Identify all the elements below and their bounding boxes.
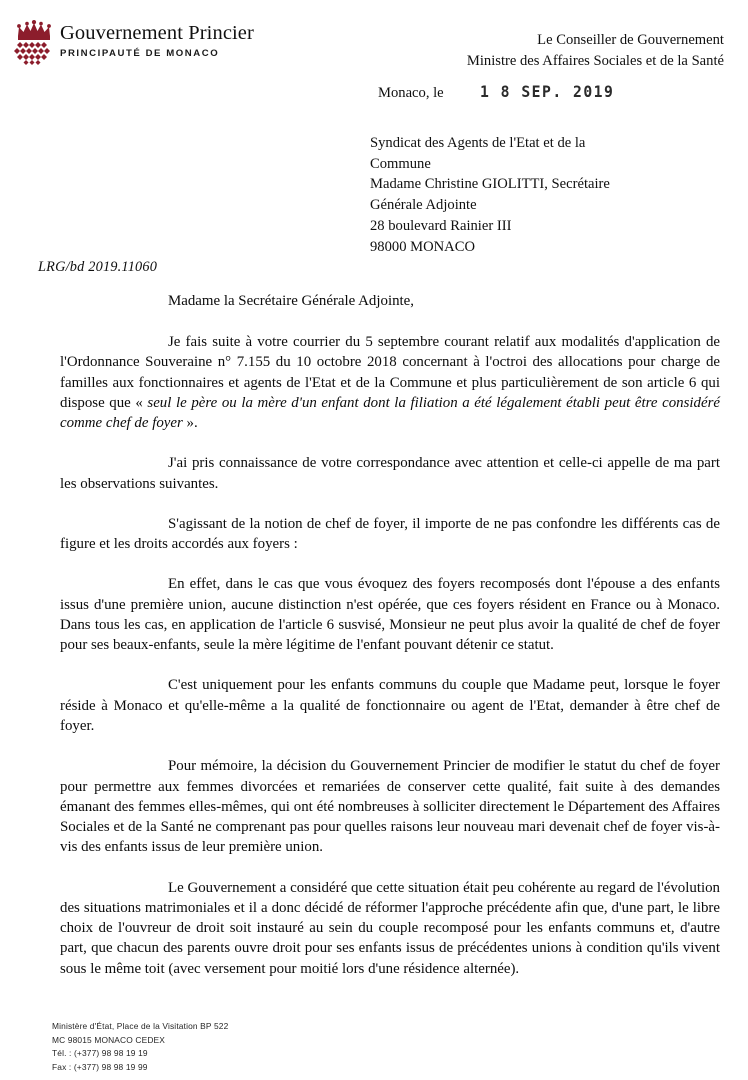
footer-line: Tél. : (+377) 98 98 19 19 — [52, 1048, 148, 1059]
addressee-line: 28 boulevard Rainier III — [370, 217, 512, 234]
letter-body — [60, 293, 720, 979]
addressee-block — [370, 133, 610, 257]
brand-text — [60, 18, 254, 59]
paragraph-text: C'est uniquement pour les enfants communs du couple que Madame peut, lorsque le foyer réside à Monaco et qu'elle-même a la qualité de fonctionnaire ou agent de l'Etat, demander à être chef de foyer. — [60, 677, 720, 734]
letter-paragraph — [60, 514, 720, 555]
paragraph-text: Le Gouvernement a considéré que cette situation était peu cohérente au regard de l'évolution des situations matrimoniales et il a donc décidé de réformer l'approche précédente afin que, d'une part, le libre choix de l'ouvreur de droit soit instauré au sein du couple recomposé pour les enfants communs et, d'autre part, que chacun des parents ouvre droit pour ses enfants issus de précédentes unions à condition qu'ils vivent sous le même toit (avec versement pour moitié lors d'une résidence alternée). — [60, 879, 720, 977]
letterhead — [14, 18, 254, 66]
addressee-line: Générale Adjointe — [370, 197, 477, 214]
addressee-line: Madame Christine GIOLITTI, Secrétaire — [370, 176, 610, 193]
dateline — [378, 82, 626, 102]
reference-code: LRG/bd 2019.11060 — [38, 259, 158, 275]
sender-title-block — [467, 30, 724, 72]
paragraph-text: Je fais suite à votre courrier du 5 septembre courant relatif aux modalités d'application de l'Ordonnance Souveraine n° 7.155 du 10 octobre 2018 concernant à l'octroi des allocations pour charge de familles aux fonctionnaires et agents de l'Etat et de la Commune et plus particulièrement de son article 6 qui dispose que « — [60, 334, 720, 411]
letter-paragraph — [60, 675, 720, 736]
paragraph-text: S'agissant de la notion de chef de foyer, il importe de ne pas confondre les différents cas de figure et les droits accordés aux foyers : — [60, 515, 720, 553]
footer-line: Ministère d'État, Place de la Visitation BP 522 — [52, 1021, 229, 1031]
salutation: Madame la Secrétaire Générale Adjointe, — [168, 293, 414, 309]
sender-role-line-2: Ministre des Affaires Sociales et de la Santé — [466, 53, 724, 70]
paragraph-text: ». — [182, 415, 198, 432]
letter-paragraph — [60, 878, 720, 979]
letter-paragraph — [60, 756, 720, 857]
footer-line: MC 98015 MONACO CEDEX — [52, 1034, 165, 1045]
monaco-crown-crest-icon — [14, 20, 54, 66]
letter-paragraph — [60, 453, 720, 494]
paragraph-text: En effet, dans le cas que vous évoquez des foyers recomposés dont l'épouse a des enfants issus d'une première union, aucune distinction n'est opérée, que ces foyers résident en France ou à Monaco. Dans tous les cas, en application de l'article 6 susvisé, Monsieur ne peut plus avoir la qualité de chef de foyer pour ses beaux-enfants, seule la mère légitime de l'enfant pouvant détenir ce statut. — [60, 576, 720, 654]
letter-paragraph — [60, 332, 720, 433]
footer-contact-block — [52, 1020, 228, 1074]
addressee-line: Commune — [370, 155, 431, 172]
dateline-label: Monaco, le — [378, 85, 444, 101]
paragraph-list — [60, 332, 720, 979]
addressee-line: Syndicat des Agents de l'Etat et de la — [370, 135, 586, 151]
quoted-text: seul le père ou la mère d'un enfant dont la filiation a été légalement établi peut être considéré comme chef de foyer — [60, 394, 720, 432]
paragraph-text: J'ai pris connaissance de votre correspondance avec attention et celle-ci appelle de ma part les observations suivantes. — [60, 455, 720, 492]
date-stamp: 1 8 SEP. 2019 — [479, 82, 615, 101]
brand-subtitle: PRINCIPAUTÉ DE MONACO — [60, 47, 220, 59]
footer-line: Fax : (+377) 98 98 19 99 — [52, 1061, 148, 1072]
brand-title: Gouvernement Princier — [60, 22, 254, 44]
sender-role-line-1: Le Conseiller de Gouvernement — [537, 32, 724, 48]
addressee-line: 98000 MONACO — [370, 238, 475, 255]
paragraph-text: Pour mémoire, la décision du Gouvernement Princier de modifier le statut du chef de foyer pour permettre aux femmes divorcées et remariées de conserver cette qualité, fait suite à des demandes émanant des femmes elles-mêmes, qui ont été nombreuses à solliciter directement le Département des Affaires Sociales et de la Santé ne comprenant pas pour quelles raisons leur nouveau mari devenait chef de foyer vis-à-vis des enfants issus de leur première union. — [60, 758, 720, 856]
letter-paragraph — [60, 574, 720, 655]
